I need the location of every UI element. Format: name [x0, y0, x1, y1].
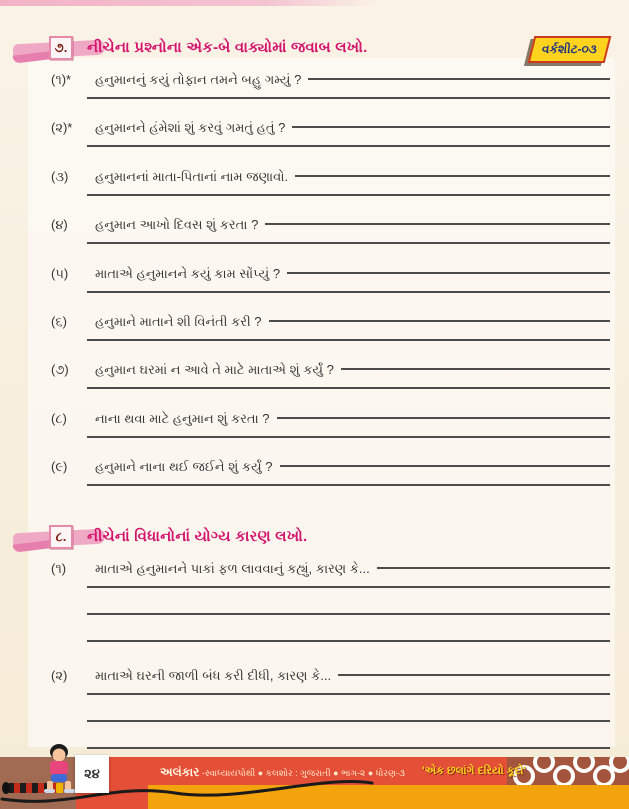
question-text: હનુમાન આખો દિવસ શું કરતા ? — [95, 217, 259, 233]
answer-line — [87, 693, 610, 695]
answer-line — [292, 126, 610, 128]
question-item — [35, 411, 610, 459]
page-number: ૨૪ — [75, 755, 109, 793]
answer-line — [338, 674, 610, 676]
worksheet-badge — [528, 36, 612, 63]
question-number: (૪) — [51, 217, 68, 233]
section-title: નીચેના પ્રશ્નોના એક-બે વાક્યોમાં જવાબ લખો. — [87, 39, 368, 56]
question-text: હનુમાનનાં માતા-પિતાનાં નામ જણાવો. — [95, 168, 289, 184]
question-text: નાના થવા માટે હનુમાન શું કરતા ? — [95, 410, 270, 426]
answer-line — [87, 613, 610, 615]
answer-line — [377, 567, 610, 569]
question-item — [35, 362, 610, 410]
question-text: માતાએ હનુમાનને પાકાં ફળ લાવવાનું કહ્યું, કારણ કે... — [95, 560, 370, 576]
question-text: હનુમાનને હંમેશાં શું કરવું ગમતું હતું ? — [95, 120, 286, 136]
question-item — [35, 459, 610, 507]
answer-line — [87, 291, 610, 293]
answer-line — [87, 145, 610, 147]
question-number: (૬) — [51, 313, 67, 329]
question-item — [35, 72, 610, 120]
answer-line — [269, 320, 610, 322]
question-number: (૮) — [51, 410, 67, 426]
section-7-header — [35, 34, 610, 72]
question-item — [35, 120, 610, 168]
question-number: (૩) — [51, 168, 69, 184]
top-pink-strip — [0, 0, 380, 6]
worksheet-badge-label: વર્કશીટ-૦૩ — [541, 42, 598, 56]
answer-line — [277, 417, 610, 419]
ring-icon — [533, 757, 555, 773]
page-footer — [0, 753, 629, 809]
answer-line — [341, 368, 610, 370]
question-number: (૧)* — [51, 72, 72, 87]
child-illustration — [38, 743, 80, 795]
footer-brand: અલંકાર — [160, 765, 200, 779]
answer-line — [87, 242, 610, 244]
answer-line — [87, 484, 610, 486]
footer-publication-info — [160, 765, 405, 780]
answer-line — [87, 387, 610, 389]
answer-line — [280, 465, 611, 467]
question-item — [35, 314, 610, 362]
question-number: (૧) — [51, 560, 67, 576]
answer-line — [87, 586, 610, 588]
ring-icon — [553, 765, 575, 785]
ring-icon — [573, 757, 595, 773]
question-item — [35, 266, 610, 314]
question-text: હનુમાનનું કયું તોફાન તમને બહુ ગમ્યું ? — [95, 72, 302, 87]
question-text: હનુમાને માતાને શી વિનંતી કરી ? — [95, 313, 262, 329]
worksheet-content — [35, 34, 610, 775]
question-item — [35, 217, 610, 265]
chapter-title-quote: 'એક છલાંગે દરિયો કૂદો' — [422, 765, 527, 777]
question-item — [35, 169, 610, 217]
question-text: માતાએ હનુમાનને કયું કામ સોંપ્યું ? — [95, 265, 281, 281]
question-text: માતાએ ઘરની જાળી બંધ કરી દીધી, કારણ કે... — [95, 667, 332, 683]
answer-line — [87, 339, 610, 341]
question-number: (૨)* — [51, 120, 73, 136]
answer-line — [87, 720, 610, 722]
answer-line — [295, 175, 610, 177]
answer-line — [308, 78, 610, 80]
section-8-header — [35, 523, 610, 561]
answer-line — [87, 436, 610, 438]
answer-line — [87, 194, 610, 196]
question-item — [35, 561, 610, 668]
answer-line — [265, 223, 610, 225]
answer-line — [87, 747, 610, 749]
question-number: (૭) — [51, 362, 69, 378]
footer-details: -સ્વાધ્યાયપોથી ● કલશોર : ગુજરાતી ● ભાગ-૨ ● ધોરણ-૩ — [201, 768, 405, 778]
answer-line — [287, 272, 610, 274]
section-number-box: ૭. — [49, 36, 73, 60]
question-number: (૯) — [51, 459, 68, 475]
question-number: (૨) — [51, 667, 68, 683]
question-number: (૫) — [51, 265, 69, 281]
answer-line — [87, 97, 610, 99]
section-number-box: ૮. — [49, 525, 73, 549]
answer-line — [87, 640, 610, 642]
question-text: હનુમાને નાના થઈ જઈને શું કર્યું ? — [95, 459, 273, 475]
question-text: હનુમાન ઘરમાં ન આવે તે માટે માતાએ શું કર્યું ? — [95, 362, 334, 378]
section-title: નીચેનાં વિધાનોનાં યોગ્ય કારણ લખો. — [87, 527, 308, 545]
